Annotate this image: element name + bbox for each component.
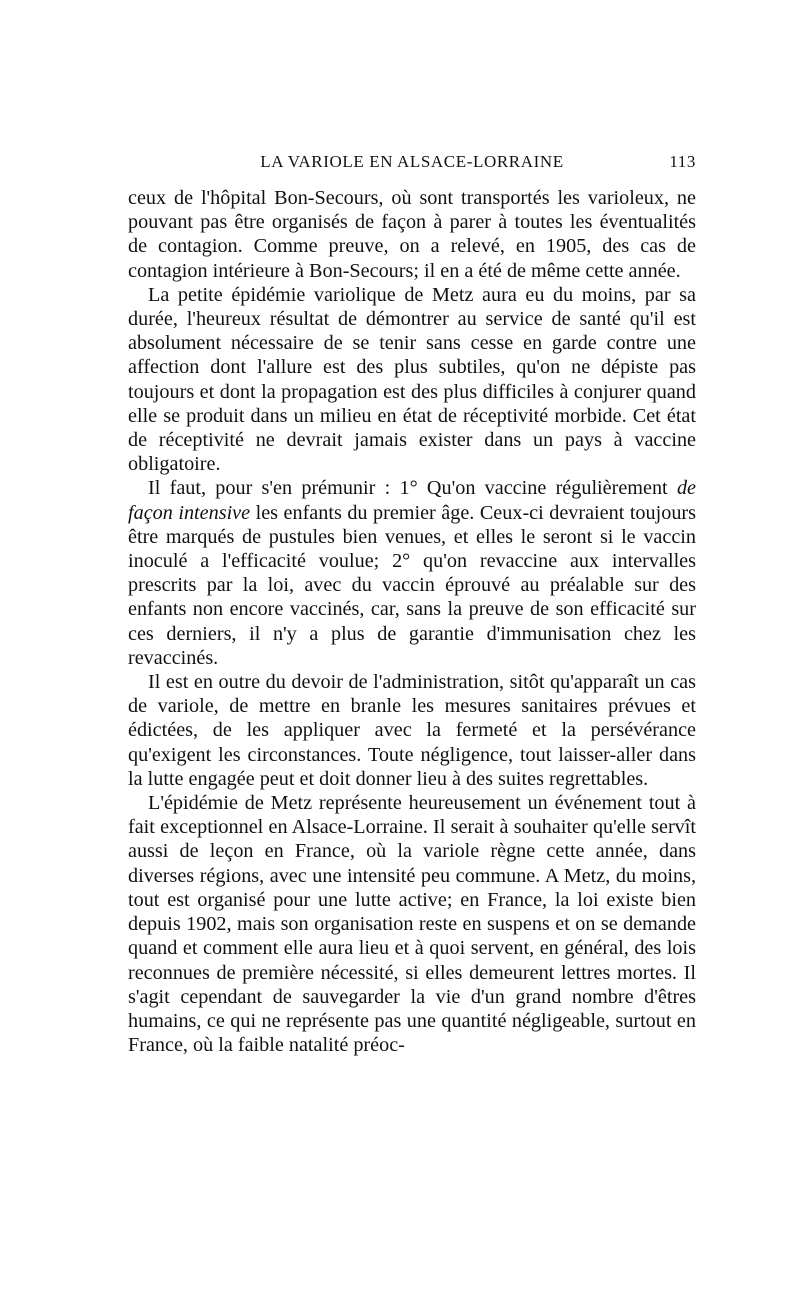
paragraph-administration-duty: Il est en outre du devoir de l'administration, sitôt qu'apparaît un cas de variole, de mettre en branle les mesures sanitaires prévues et édictées, de les appliquer avec la fermeté et la persévérance qu'exigent les circonstances. Toute négligence, tout laisser-aller dans la lutte engagée peut et doit donner lieu à des suites regrettables. bbox=[128, 671, 696, 790]
running-title: LA VARIOLE EN ALSACE-LORRAINE bbox=[260, 152, 564, 171]
paragraph-text-end: les enfants du premier âge. Ceux-ci devraient toujours être marqués de pustules bien venues, et elles le seront si le vaccin inoculé a l'efficacité voulue; 2° qu'on revaccine aux intervalles prescrits par la loi, avec du vaccin éprouvé au préalable sur des enfants non encore vaccinés, car, sans la preuve de son efficacité sur ces derniers, il n'y a plus de garantie d'immunisation chez les revaccinés. bbox=[128, 501, 696, 669]
book-page bbox=[128, 148, 696, 1057]
italic-phrase: de façon intensive bbox=[128, 477, 696, 524]
body-text bbox=[128, 186, 696, 1057]
paragraph-france-comparison: L'épidémie de Metz représente heureusement un événement tout à fait exceptionnel en Alsace-Lorraine. Il serait à souhaiter qu'elle servît aussi de leçon en France, où la variole règne cette année, dans diverses régions, avec une intensité peu commune. A Metz, du moins, tout est organisé pour une lutte active; en France, la loi existe bien depuis 1902, mais son organisation reste en suspens et on se demande quand et comment elle aura lieu et à quoi servent, en général, des lois reconnues de première nécessité, si elles demeurent lettres mortes. Il s'agit cependant de sauvegarder la vie d'un grand nombre d'êtres humains, ce qui ne représente pas une quantité négligeable, surtout en France, où la faible natalité préoc- bbox=[128, 792, 696, 1057]
paragraph-vaccination-measures bbox=[128, 476, 696, 670]
page-number: 113 bbox=[669, 152, 696, 171]
paragraph-metz-epidemic: La petite épidémie variolique de Metz aura eu du moins, par sa durée, l'heureux résultat de démontrer au service de santé qu'il est absolument nécessaire de se tenir sans cesse en garde contre une affection dont l'allure est des plus subtiles, qu'on ne dépiste pas toujours et dont la propagation est des plus difficiles à conjurer quand elle se produit dans un milieu en état de réceptivité morbide. Cet état de réceptivité ne devrait jamais exister dans un pays à vaccine obligatoire. bbox=[128, 283, 696, 476]
running-header bbox=[128, 148, 696, 178]
paragraph-continuation: ceux de l'hôpital Bon-Secours, où sont transportés les varioleux, ne pouvant pas être organisés de façon à parer à toutes les éventualités de contagion. Comme preuve, on a relevé, en 1905, des cas de contagion intérieure à Bon-Secours; il en a été de même cette année. bbox=[128, 187, 696, 282]
paragraph-text-start: Il faut, pour s'en prémunir : 1° Qu'on vaccine régulièrement bbox=[148, 477, 677, 500]
